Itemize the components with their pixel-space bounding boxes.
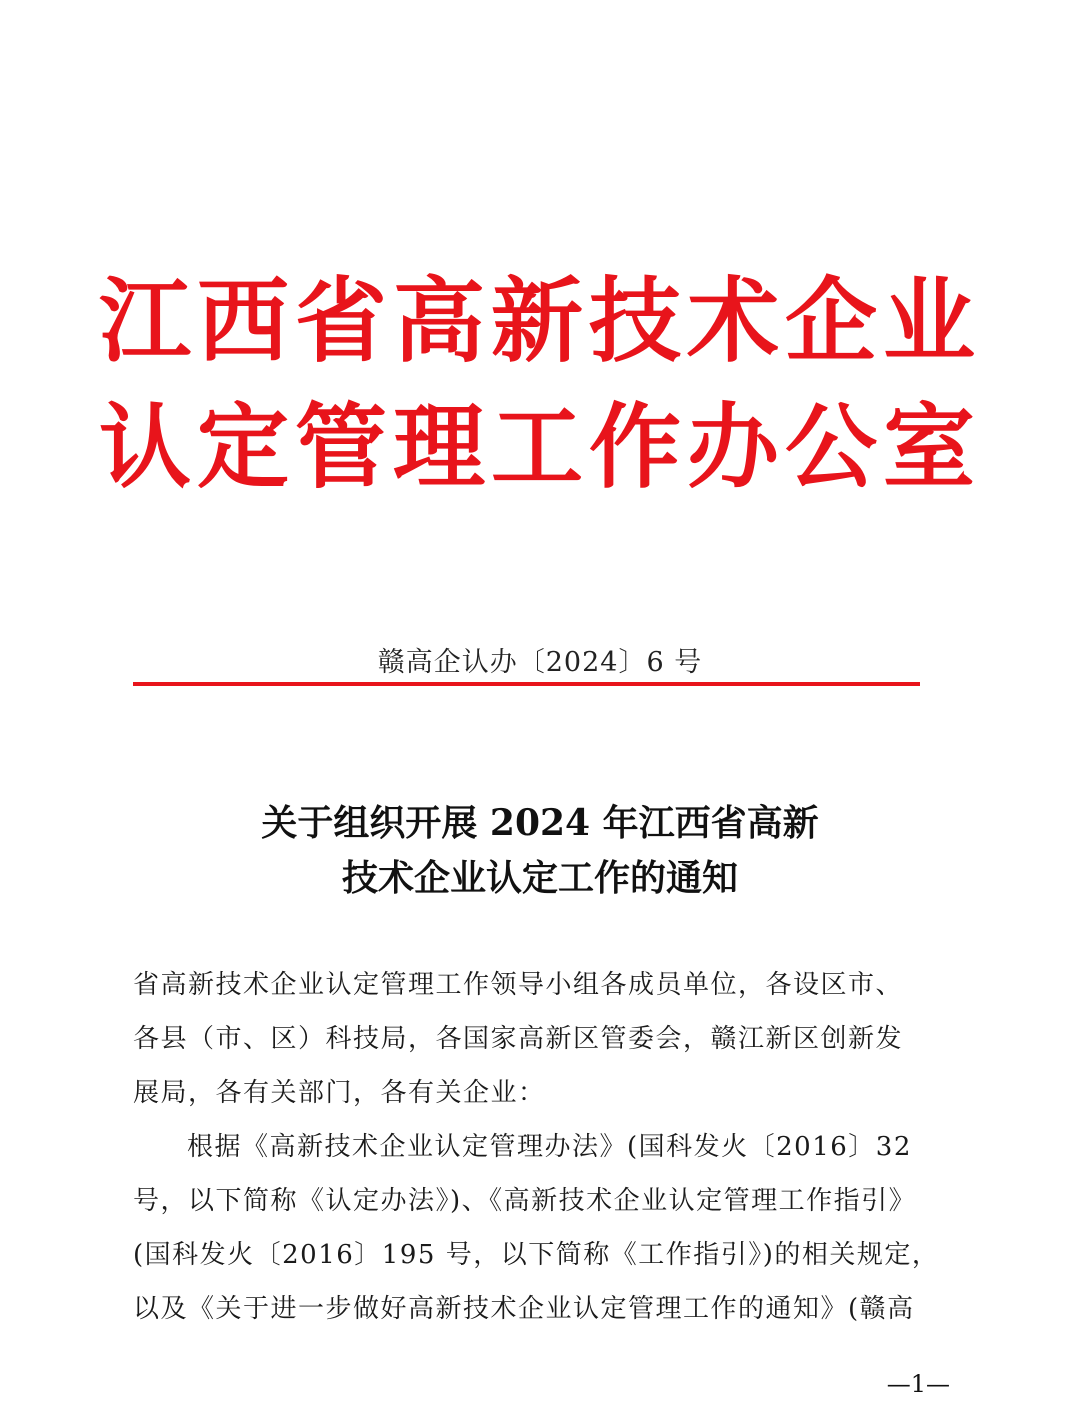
body-paragraph-line-2: 号，以下简称《认定办法》)、《高新技术企业认定管理工作指引》 xyxy=(133,1186,917,1216)
notice-title-line-1: 关于组织开展 2024 年江西省高新 xyxy=(261,802,819,844)
issuer-title-line-1: 江西省高新技术企业 xyxy=(98,268,981,375)
addressee-line-3: 展局，各有关部门，各有关企业： xyxy=(133,1078,546,1108)
notice-title-line-2: 技术企业认定工作的通知 xyxy=(341,857,738,899)
addressee-line-2: 各县（市、区）科技局，各国家高新区管委会，赣江新区创新发 xyxy=(133,1024,904,1054)
issuer-title-line-2: 认定管理工作办公室 xyxy=(98,394,981,501)
addressee-line-1: 省高新技术企业认定管理工作领导小组各成员单位，各设区市、 xyxy=(133,970,904,1000)
body-paragraph-line-4: 以及《关于进一步做好高新技术企业认定管理工作的通知》(赣高 xyxy=(133,1294,915,1324)
body-paragraph-line-1: 根据《高新技术企业认定管理办法》(国科发火〔2016〕32 xyxy=(187,1132,912,1162)
page-number: —1— xyxy=(886,1370,950,1398)
document-number: 赣高企认办〔2024〕6 号 xyxy=(377,647,703,678)
red-divider xyxy=(133,682,920,686)
body-paragraph-line-3: (国科发火〔2016〕195 号，以下简称《工作指引》)的相关规定， xyxy=(133,1240,940,1270)
